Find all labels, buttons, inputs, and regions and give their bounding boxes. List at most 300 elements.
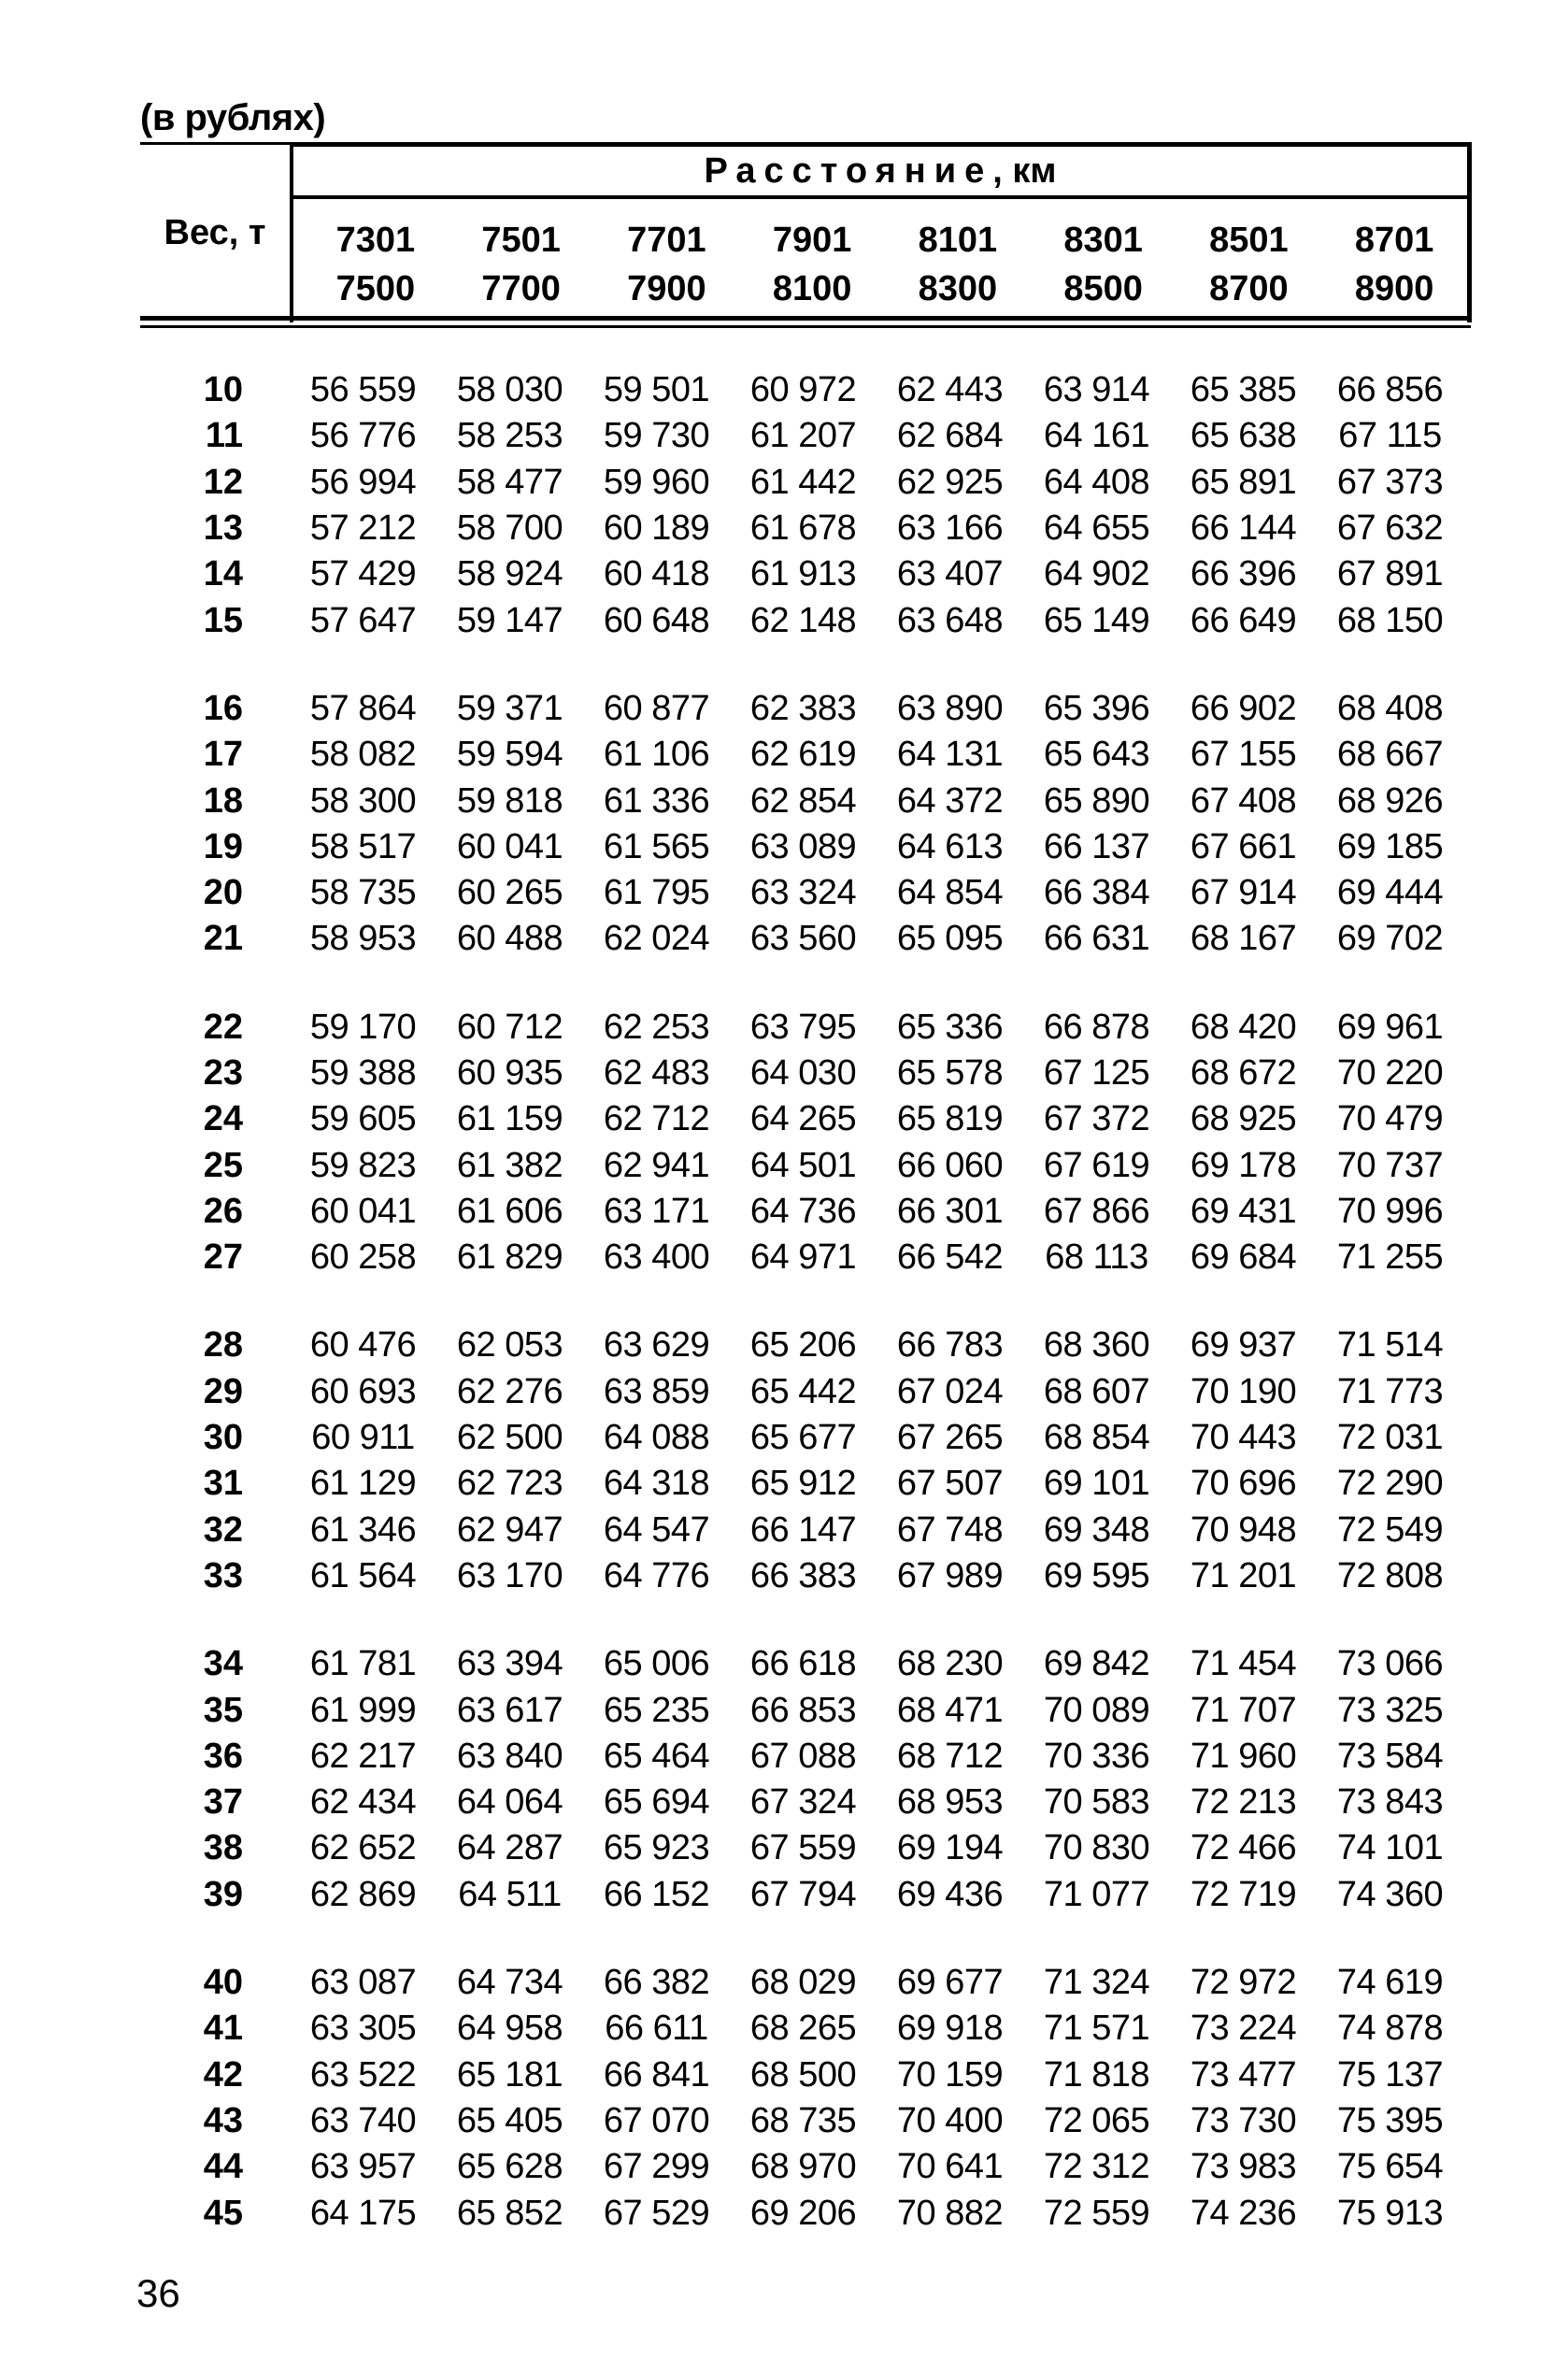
price-cell: 63 305: [309, 2009, 417, 2049]
price-cell: 63 407: [896, 554, 1004, 594]
price-cell: 62 053: [456, 1325, 563, 1366]
range-to: 8700: [1209, 269, 1289, 308]
price-cell: 71 707: [1190, 1690, 1297, 1730]
price-cell: 65 095: [896, 919, 1004, 959]
weight-cell: 10: [203, 370, 243, 410]
price-cell: 67 619: [1043, 1145, 1150, 1185]
price-cell: 73 325: [1336, 1690, 1444, 1730]
weight-cell: 29: [203, 1371, 243, 1411]
table-row: [140, 686, 1469, 732]
price-cell: 64 030: [749, 1053, 857, 1093]
price-cell: 61 336: [603, 780, 710, 821]
price-cell: 67 866: [1043, 1191, 1150, 1231]
table-row: [140, 506, 1469, 551]
price-cell: 70 220: [1336, 1053, 1444, 1093]
price-cell: 69 684: [1190, 1237, 1297, 1278]
table-row: [140, 732, 1469, 778]
price-cell: 65 464: [603, 1736, 710, 1776]
table-row: [140, 1051, 1469, 1096]
price-cell: 68 735: [749, 2100, 857, 2140]
distance-range-header: [306, 216, 446, 313]
weight-cell: 32: [203, 1509, 243, 1550]
range-to: 7900: [627, 269, 706, 308]
price-cell: 67 088: [749, 1736, 857, 1776]
price-cell: 64 064: [456, 1782, 563, 1823]
price-cell: 66 383: [749, 1555, 857, 1595]
price-cell: 69 101: [1043, 1464, 1150, 1504]
table-row: [140, 1415, 1469, 1461]
weight-cell: 33: [203, 1555, 243, 1595]
distance-range-header: [888, 216, 1028, 313]
price-cell: 69 918: [896, 2009, 1004, 2049]
price-cell: 67 748: [896, 1509, 1004, 1550]
price-cell: 62 925: [896, 462, 1004, 502]
price-cell: 73 843: [1336, 1782, 1444, 1823]
price-cell: 71 514: [1336, 1325, 1444, 1366]
price-cell: 70 696: [1190, 1464, 1297, 1504]
price-cell: 64 318: [603, 1464, 710, 1504]
price-cell: 62 619: [749, 735, 857, 775]
price-cell: 66 396: [1190, 554, 1297, 594]
price-cell: 68 230: [896, 1644, 1004, 1684]
price-cell: 58 700: [456, 508, 563, 549]
price-cell: 68 500: [749, 2054, 857, 2095]
price-cell: 63 166: [896, 508, 1004, 549]
weight-cell: 21: [203, 919, 243, 959]
price-cell: 62 443: [896, 370, 1004, 410]
price-cell: 58 253: [456, 416, 563, 456]
price-cell: 64 776: [603, 1555, 710, 1595]
price-cell: 64 287: [456, 1828, 563, 1868]
table-row: [140, 1369, 1469, 1415]
table-row: [140, 460, 1469, 506]
price-cell: 73 066: [1336, 1644, 1444, 1684]
table-row: [140, 1872, 1469, 1918]
price-cell: 72 213: [1190, 1782, 1297, 1823]
price-cell: 69 194: [896, 1828, 1004, 1868]
price-cell: 62 712: [603, 1099, 710, 1139]
price-cell: 58 082: [309, 735, 417, 775]
price-cell: 63 522: [309, 2054, 417, 2095]
range-from: 7301: [335, 221, 416, 260]
price-cell: 65 890: [1043, 780, 1150, 821]
price-cell: 68 150: [1336, 600, 1444, 640]
price-cell: 72 312: [1043, 2147, 1150, 2187]
price-cell: 64 736: [749, 1191, 857, 1231]
price-cell: 66 856: [1336, 370, 1444, 410]
price-cell: 73 477: [1190, 2054, 1297, 2095]
price-cell: 65 923: [603, 1828, 710, 1868]
price-cell: 66 853: [749, 1690, 857, 1730]
price-cell: 61 564: [309, 1555, 417, 1595]
price-cell: 63 560: [749, 919, 857, 959]
table-row: [140, 2190, 1469, 2236]
price-cell: 68 113: [1045, 1237, 1148, 1278]
price-cell: 60 648: [603, 600, 710, 640]
price-cell: 64 655: [1043, 508, 1150, 549]
price-cell: 65 006: [603, 1644, 710, 1684]
price-cell: 66 137: [1043, 826, 1150, 866]
price-cell: 69 436: [896, 1874, 1004, 1914]
price-cell: 72 972: [1190, 1963, 1297, 2003]
price-cell: 62 024: [603, 919, 710, 959]
price-cell: 64 734: [456, 1963, 563, 2003]
range-to: 7700: [481, 269, 561, 308]
range-from: 7501: [481, 221, 561, 260]
price-cell: 59 730: [603, 416, 710, 456]
price-cell: 68 360: [1043, 1325, 1150, 1366]
price-cell: 67 408: [1190, 780, 1297, 821]
price-cell: 65 235: [603, 1690, 710, 1730]
table-row: [140, 1096, 1469, 1142]
price-cell: 69 444: [1336, 873, 1444, 913]
weight-cell: 36: [203, 1736, 243, 1776]
weight-cell: 18: [203, 780, 243, 821]
distance-title-word: Расстояние: [704, 151, 993, 191]
price-cell: 60 189: [603, 508, 710, 549]
header-rule-bottom: [140, 325, 1471, 328]
price-cell: 58 924: [456, 554, 563, 594]
row-group: [140, 1641, 1469, 1918]
weight-cell: 24: [203, 1099, 243, 1139]
price-cell: 63 087: [309, 1963, 417, 2003]
table-row: [140, 1825, 1469, 1871]
table-row: [140, 2052, 1469, 2098]
row-group: [140, 367, 1469, 644]
price-cell: 70 996: [1336, 1191, 1444, 1231]
weight-cell: 15: [203, 600, 243, 640]
weight-cell: 19: [203, 826, 243, 866]
price-cell: 70 737: [1336, 1145, 1444, 1185]
price-cell: 71 773: [1336, 1371, 1444, 1411]
price-cell: 59 170: [309, 1007, 417, 1047]
table-row: [140, 597, 1469, 643]
price-cell: 60 265: [456, 873, 563, 913]
price-cell: 65 578: [896, 1053, 1004, 1093]
price-cell: 62 652: [309, 1828, 417, 1868]
price-cell: 74 878: [1336, 2009, 1444, 2049]
price-cell: 64 161: [1043, 416, 1150, 456]
price-cell: 59 501: [603, 370, 710, 410]
weight-cell: 23: [203, 1053, 243, 1093]
price-cell: 62 869: [309, 1874, 417, 1914]
table-row: [140, 367, 1469, 413]
price-cell: 64 971: [749, 1237, 857, 1278]
price-cell: 64 902: [1043, 554, 1150, 594]
price-cell: 61 346: [309, 1509, 417, 1550]
price-cell: 61 442: [749, 462, 857, 502]
price-cell: 65 628: [456, 2147, 563, 2187]
price-cell: 70 443: [1190, 1418, 1297, 1458]
price-cell: 64 501: [749, 1145, 857, 1185]
price-cell: 65 677: [749, 1418, 857, 1458]
price-cell: 67 529: [603, 2193, 710, 2233]
table-row: [140, 1235, 1469, 1280]
price-cell: 68 925: [1190, 1099, 1297, 1139]
table-row: [140, 1734, 1469, 1780]
price-cell: 62 500: [456, 1418, 563, 1458]
table-row: [140, 1780, 1469, 1825]
price-cell: 61 795: [603, 873, 710, 913]
row-group: [140, 1323, 1469, 1599]
price-cell: 67 070: [603, 2100, 710, 2140]
price-cell: 67 507: [896, 1464, 1004, 1504]
range-from: 8701: [1354, 221, 1434, 260]
price-cell: 60 877: [603, 688, 710, 728]
table-row: [140, 778, 1469, 823]
price-cell: 69 937: [1190, 1325, 1297, 1366]
range-from: 8301: [1063, 221, 1143, 260]
price-cell: 65 336: [896, 1007, 1004, 1047]
price-cell: 66 147: [749, 1509, 857, 1550]
price-cell: 56 776: [309, 416, 417, 456]
price-cell: 61 913: [749, 554, 857, 594]
price-cell: 67 891: [1336, 554, 1444, 594]
price-cell: 58 517: [309, 826, 417, 866]
price-cell: 68 420: [1190, 1007, 1297, 1047]
price-cell: 74 360: [1336, 1874, 1444, 1914]
price-cell: 65 149: [1043, 600, 1150, 640]
price-cell: 69 961: [1336, 1007, 1444, 1047]
price-cell: 60 258: [309, 1237, 417, 1278]
weight-cell: 30: [203, 1418, 243, 1458]
price-cell: 59 605: [309, 1099, 417, 1139]
price-cell: 67 265: [896, 1418, 1004, 1458]
price-cell: 63 740: [309, 2100, 417, 2140]
price-cell: 68 854: [1043, 1418, 1150, 1458]
price-cell: 66 618: [749, 1644, 857, 1684]
price-cell: 67 125: [1043, 1053, 1150, 1093]
range-to: 8900: [1354, 269, 1434, 308]
price-cell: 58 477: [456, 462, 563, 502]
price-cell: 72 290: [1336, 1464, 1444, 1504]
price-cell: 65 405: [456, 2100, 563, 2140]
unit-label: (в рублях): [140, 97, 326, 138]
weight-cell: 37: [203, 1782, 243, 1823]
price-cell: 65 396: [1043, 688, 1150, 728]
distance-title: [293, 147, 1467, 199]
price-cell: 59 371: [456, 688, 563, 728]
price-cell: 70 190: [1190, 1371, 1297, 1411]
price-cell: 61 781: [309, 1644, 417, 1684]
table-row: [140, 1189, 1469, 1235]
weight-cell: 20: [203, 873, 243, 913]
weight-cell: 44: [203, 2147, 243, 2187]
price-cell: 64 175: [309, 2193, 417, 2233]
price-cell: 59 388: [309, 1053, 417, 1093]
price-cell: 70 830: [1043, 1828, 1150, 1868]
price-cell: 69 178: [1190, 1145, 1297, 1185]
price-cell: 60 972: [749, 370, 857, 410]
price-cell: 58 030: [456, 370, 563, 410]
weight-cell: 25: [203, 1145, 243, 1185]
price-cell: 68 167: [1190, 919, 1297, 959]
price-cell: 68 667: [1336, 735, 1444, 775]
price-cell: 67 324: [749, 1782, 857, 1823]
distance-range-header: [1033, 216, 1174, 313]
price-cell: 63 171: [603, 1191, 710, 1231]
price-cell: 69 842: [1043, 1644, 1150, 1684]
price-cell: 74 619: [1336, 1963, 1444, 2003]
price-cell: 66 382: [603, 1963, 710, 2003]
price-cell: 65 442: [749, 1371, 857, 1411]
price-cell: 72 719: [1190, 1874, 1297, 1914]
price-cell: 57 429: [309, 554, 417, 594]
price-cell: 72 065: [1043, 2100, 1150, 2140]
price-cell: 61 159: [456, 1099, 563, 1139]
table-row: [140, 1553, 1469, 1599]
price-cell: 75 137: [1336, 2054, 1444, 2095]
price-cell: 69 185: [1336, 826, 1444, 866]
price-cell: 70 336: [1043, 1736, 1150, 1776]
price-cell: 64 372: [896, 780, 1004, 821]
table-row: [140, 1641, 1469, 1687]
price-cell: 56 559: [309, 370, 417, 410]
price-cell: 63 914: [1043, 370, 1150, 410]
weight-cell: 39: [203, 1874, 243, 1914]
price-cell: 67 914: [1190, 873, 1297, 913]
price-cell: 68 029: [749, 1963, 857, 2003]
weight-cell: 31: [203, 1464, 243, 1504]
price-cell: 66 841: [603, 2054, 710, 2095]
price-cell: 72 808: [1336, 1555, 1444, 1595]
price-cell: 66 783: [896, 1325, 1004, 1366]
range-to: 8100: [772, 269, 852, 308]
price-cell: 60 488: [456, 919, 563, 959]
price-cell: 59 960: [603, 462, 710, 502]
price-cell: 62 276: [456, 1371, 563, 1411]
price-cell: 60 476: [309, 1325, 417, 1366]
table-row: [140, 2144, 1469, 2190]
table-row: [140, 1687, 1469, 1733]
price-cell: 75 395: [1336, 2100, 1444, 2140]
table-row: [140, 870, 1469, 916]
price-cell: 62 723: [456, 1464, 563, 1504]
weight-cell: 40: [203, 1963, 243, 2003]
weight-column-header: Вес, т: [164, 212, 266, 252]
weight-cell: 45: [203, 2193, 243, 2233]
tariff-table-body: [140, 367, 1469, 2279]
price-cell: 70 948: [1190, 1509, 1297, 1550]
price-cell: 61 829: [456, 1237, 563, 1278]
weight-cell: 11: [205, 416, 243, 456]
price-cell: 62 217: [309, 1736, 417, 1776]
price-cell: 61 382: [456, 1145, 563, 1185]
row-group: [140, 1960, 1469, 2237]
table-header: [140, 142, 1469, 327]
price-cell: 70 400: [896, 2100, 1004, 2140]
price-cell: 56 994: [309, 462, 417, 502]
range-from: 8101: [918, 221, 998, 260]
weight-cell: 22: [203, 1007, 243, 1047]
price-cell: 68 712: [896, 1736, 1004, 1776]
page-number: 36: [136, 2271, 180, 2315]
price-cell: 67 372: [1043, 1099, 1150, 1139]
price-cell: 62 383: [749, 688, 857, 728]
price-cell: 73 224: [1190, 2009, 1297, 2049]
price-cell: 75 654: [1336, 2147, 1444, 2187]
price-cell: 72 466: [1190, 1828, 1297, 1868]
price-cell: 63 840: [456, 1736, 563, 1776]
price-cell: 65 912: [749, 1464, 857, 1504]
price-cell: 65 819: [896, 1099, 1004, 1139]
price-cell: 68 970: [749, 2147, 857, 2187]
price-cell: 66 144: [1190, 508, 1297, 549]
table-row: [140, 1323, 1469, 1368]
weight-cell: 28: [203, 1325, 243, 1366]
price-cell: 68 607: [1043, 1371, 1150, 1411]
price-cell: 59 818: [456, 780, 563, 821]
price-cell: 62 854: [749, 780, 857, 821]
table-row: [140, 413, 1469, 459]
price-cell: 69 348: [1043, 1509, 1150, 1550]
price-cell: 60 041: [309, 1191, 417, 1231]
weight-cell: 13: [203, 508, 243, 549]
price-cell: 73 584: [1336, 1736, 1444, 1776]
price-cell: 59 147: [456, 600, 563, 640]
price-cell: 57 647: [309, 600, 417, 640]
price-cell: 61 606: [456, 1191, 563, 1231]
price-cell: 64 547: [603, 1509, 710, 1550]
table-row: [140, 1960, 1469, 2006]
price-cell: 65 385: [1190, 370, 1297, 410]
distance-header-box: [290, 142, 1472, 322]
weight-cell: 26: [203, 1191, 243, 1231]
table-row: [140, 2006, 1469, 2052]
price-cell: 69 677: [896, 1963, 1004, 2003]
price-cell: 66 384: [1043, 873, 1150, 913]
price-cell: 66 301: [896, 1191, 1004, 1231]
price-cell: 61 565: [603, 826, 710, 866]
price-cell: 59 823: [309, 1145, 417, 1185]
price-cell: 60 418: [603, 554, 710, 594]
range-from: 8501: [1209, 221, 1289, 260]
price-cell: 71 077: [1043, 1874, 1150, 1914]
price-cell: 60 041: [456, 826, 563, 866]
price-cell: 63 324: [749, 873, 857, 913]
price-cell: 63 648: [896, 600, 1004, 640]
price-cell: 62 947: [456, 1509, 563, 1550]
weight-cell: 35: [203, 1690, 243, 1730]
price-cell: 67 559: [749, 1828, 857, 1868]
price-cell: 63 859: [603, 1371, 710, 1411]
price-cell: 62 148: [749, 600, 857, 640]
table-row: [140, 1005, 1469, 1051]
price-cell: 62 253: [603, 1007, 710, 1047]
price-cell: 60 911: [311, 1418, 415, 1458]
table-row: [140, 1142, 1469, 1188]
price-cell: 62 684: [896, 416, 1004, 456]
table-row: [140, 1461, 1469, 1507]
price-cell: 63 617: [456, 1690, 563, 1730]
distance-range-header: [596, 216, 736, 313]
price-cell: 73 730: [1190, 2100, 1297, 2140]
price-cell: 58 953: [309, 919, 417, 959]
weight-cell: 34: [203, 1644, 243, 1684]
price-cell: 63 957: [309, 2147, 417, 2187]
price-cell: 64 854: [896, 873, 1004, 913]
price-cell: 74 236: [1190, 2193, 1297, 2233]
price-cell: 67 024: [896, 1371, 1004, 1411]
price-cell: 66 060: [896, 1145, 1004, 1185]
table-row: [140, 551, 1469, 597]
price-cell: 69 431: [1190, 1191, 1297, 1231]
range-to: 8300: [918, 269, 998, 308]
price-cell: 63 400: [603, 1237, 710, 1278]
price-cell: 61 106: [603, 735, 710, 775]
range-to: 7500: [335, 269, 416, 308]
price-cell: 72 559: [1043, 2193, 1150, 2233]
